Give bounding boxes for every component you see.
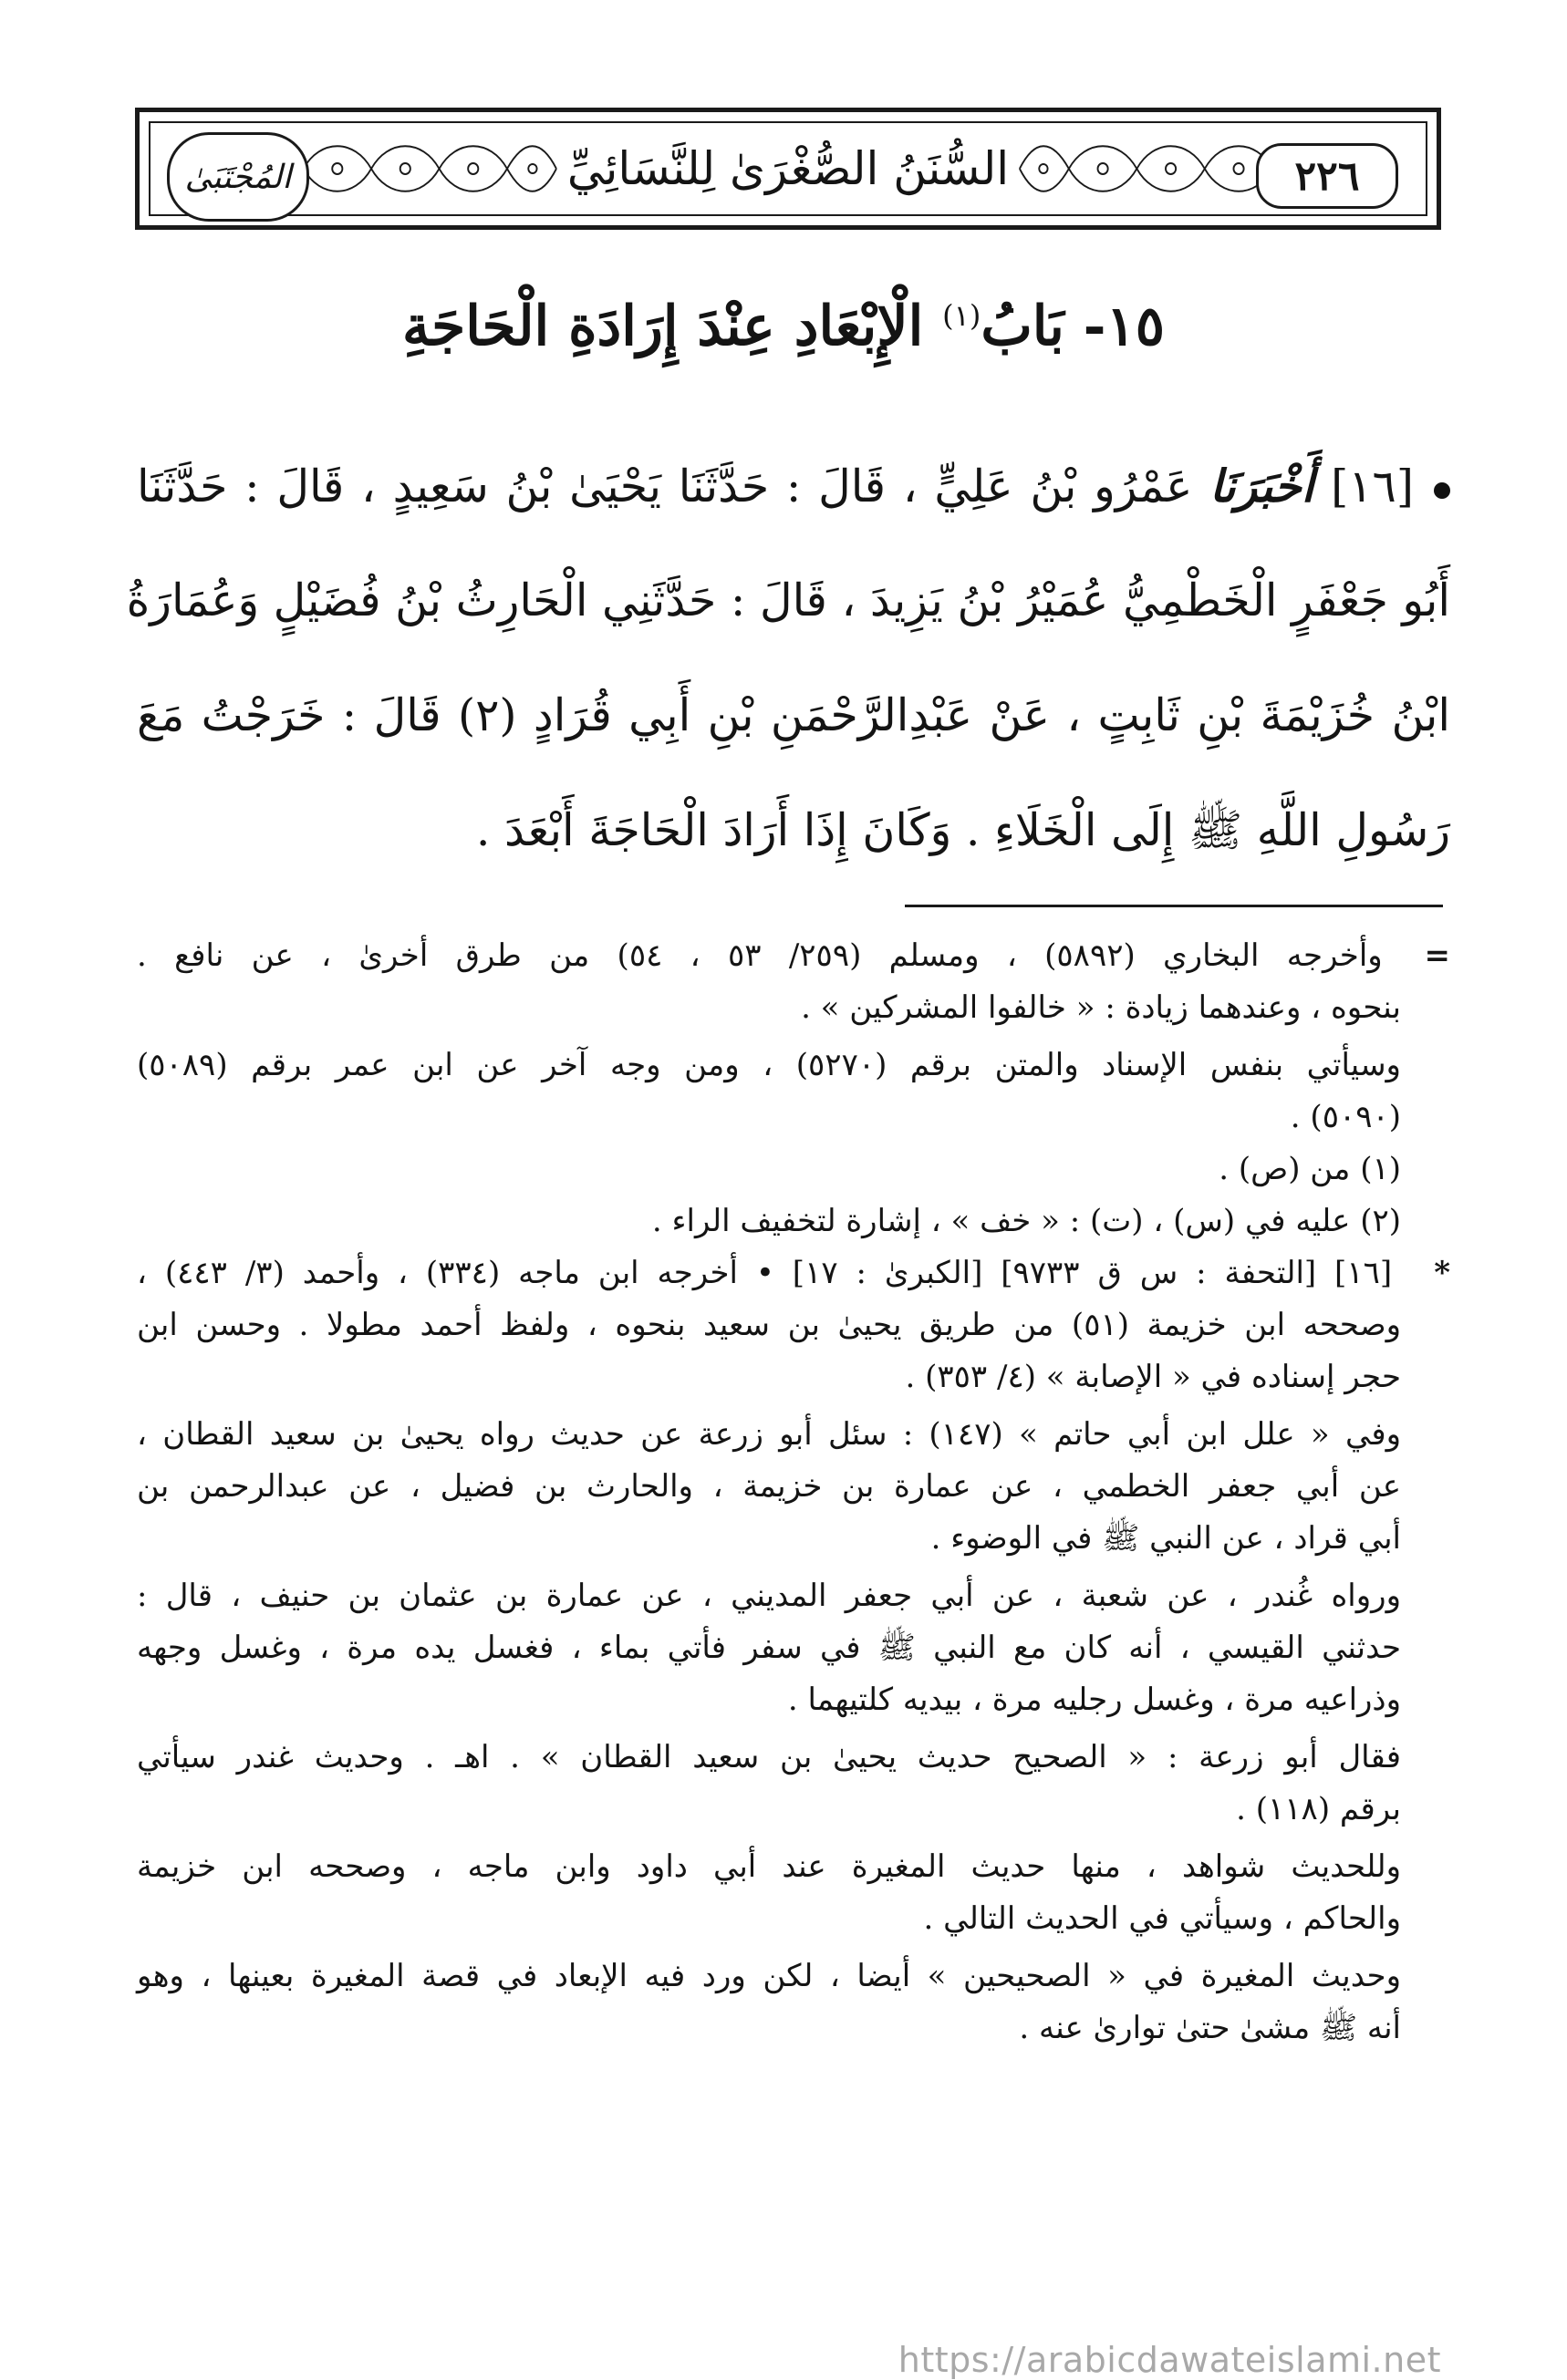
takhrij-line: عن أبي جعفر الخطمي ، عن عمارة بن خزيمة ، والحارث بن فضيل ، عن عبدالرحمن بن: [137, 1468, 1401, 1505]
watermark-url: https://arabicdawateislami.net: [898, 2340, 1441, 2380]
takhrij-line: حجر إسناده في « الإصابة » (٤/ ٣٥٣) .: [905, 1359, 1401, 1395]
footnote-2: (٢) عليه في (س) ، (ت) : « خف » ، إشارة لتخفيف الراء .: [651, 1203, 1401, 1239]
takhrij-line: ورواه غُندر ، عن شعبة ، عن أبي جعفر المديني ، عن عمارة بن عثمان بن حنيف ، قال :: [137, 1578, 1402, 1614]
takhrij-line: وفي « علل ابن أبي حاتم » (١٤٧) : سئل أبو زرعة عن حديث رواه يحيىٰ بن سعيد القطان ،: [137, 1416, 1401, 1453]
page-number: ٢٢٦: [1256, 143, 1398, 209]
footnote-line: بنحوه ، وعندهما زيادة : « خالفوا المشركين » .: [801, 989, 1401, 1026]
header-inner-border: [149, 121, 1427, 216]
takhrij-line: وحديث المغيرة في « الصحيحين » أيضا ، لكن ورد فيه الإبعاد في قصة المغيرة بعينها ، وهو: [137, 1958, 1401, 1994]
footnote-line-text: وأخرجه البخاري (٥٨٩٢) ، ومسلم (٢٥٩/ ٥٣ ، ٥٤) من طرق أخرىٰ ، عن نافع .: [137, 937, 1383, 974]
chapter-heading: [182, 294, 1385, 359]
hadith-lead-word: أَخْبَرَنَا: [1209, 460, 1314, 512]
takhrij-line-text: [١٦] [التحفة : س ق ٩٧٣٣] [الكبرىٰ : ١٧] • أخرجه ابن ماجه (٣٣٤) ، وأحمد (٣/ ٤٤٣) ،: [137, 1255, 1393, 1291]
book-seal: المُجْتَبَىٰ: [167, 132, 309, 222]
takhrij-line: وذراعيه مرة ، وغسل رجليه مرة ، بيديه كلتيهما .: [787, 1682, 1401, 1718]
continuation-marker: =: [1424, 937, 1451, 974]
hadith-line-text: عَمْرُو بْنُ عَلِيٍّ ، قَالَ : حَدَّثَنَا يَحْيَىٰ بْنُ سَعِيدٍ ، قَالَ : حَدَّثَنَا: [137, 460, 1193, 512]
takhrij-line: والحاكم ، وسيأتي في الحديث التالي .: [923, 1900, 1401, 1937]
takhrij-line: فقال أبو زرعة : « الصحيح حديث يحيىٰ بن سعيد القطان » . اهـ . وحديث غندر سيأتي: [137, 1739, 1401, 1775]
hadith-number: [١٦]: [1331, 460, 1414, 512]
hadith-line: أَبُو جَعْفَرٍ الْخَطْمِيُّ عُمَيْرُ بْنُ يَزِيدَ ، قَالَ : حَدَّثَنِي الْحَارِثُ بْنُ فُضَيْلٍ وَعُمَارَةُ: [126, 574, 1450, 626]
hadith-line: ابْنُ خُزَيْمَةَ بْنِ ثَابِتٍ ، عَنْ عَبْدِالرَّحْمَنِ بْنِ أَبِي قُرَادٍ (٢) قَالَ : خَرَجْتُ مَعَ: [137, 689, 1450, 741]
footnote-divider: [905, 905, 1443, 907]
takhrij-line: وصححه ابن خزيمة (٥١) من طريق يحيىٰ بن سعيد بنحوه ، ولفظ أحمد مطولا . وحسن ابن: [137, 1307, 1401, 1343]
footnote-1: (١) من (ص) .: [1219, 1151, 1401, 1187]
chapter-number: ١٥-: [1083, 295, 1166, 358]
takhrij-line: وللحديث شواهد ، منها حديث المغيرة عند أبي داود وابن ماجه ، وصححه ابن خزيمة: [137, 1848, 1401, 1885]
bullet-icon: [1434, 482, 1450, 499]
chapter-word: بَابُ: [981, 295, 1064, 358]
book-title: السُّنَنُ الصُّغْرَىٰ لِلنَّسَائِيِّ: [566, 142, 1010, 195]
chapter-title: الْإِبْعَادِ عِنْدَ إِرَادَةِ الْحَاجَةِ: [401, 295, 924, 358]
footnote-line: [137, 930, 1450, 982]
hadith-line: [137, 429, 1450, 543]
hadith-line: رَسُولِ اللَّهِ ﷺ إِلَى الْخَلَاءِ . وَكَانَ إِذَا أَرَادَ الْحَاجَةَ أَبْعَدَ .: [475, 804, 1450, 856]
page-header: [135, 108, 1441, 230]
takhrij-line: أبي قراد ، عن النبي ﷺ في الوضوء .: [930, 1520, 1401, 1557]
chapter-footnote-ref: (١): [942, 298, 981, 333]
footnotes: [137, 930, 1450, 2054]
footnote-line: (٥٠٩٠) .: [1290, 1099, 1401, 1135]
footnote-line: وسيأتي بنفس الإسناد والمتن برقم (٥٢٧٠) ، ومن وجه آخر عن ابن عمر برقم (٥٠٨٩): [137, 1047, 1401, 1083]
takhrij-line: أنه ﷺ مشىٰ حتىٰ توارىٰ عنه .: [1019, 2010, 1401, 2046]
hadith-text: [126, 429, 1450, 888]
takhrij-line: حدثني القيسي ، أنه كان مع النبي ﷺ في سفر فأتي بماء ، فغسل يده مرة ، وغسل وجهه: [137, 1630, 1401, 1666]
takhrij-line: برقم (١١٨) .: [1236, 1791, 1401, 1827]
asterisk-marker: *: [1434, 1255, 1451, 1291]
takhrij-line: [137, 1247, 1450, 1299]
